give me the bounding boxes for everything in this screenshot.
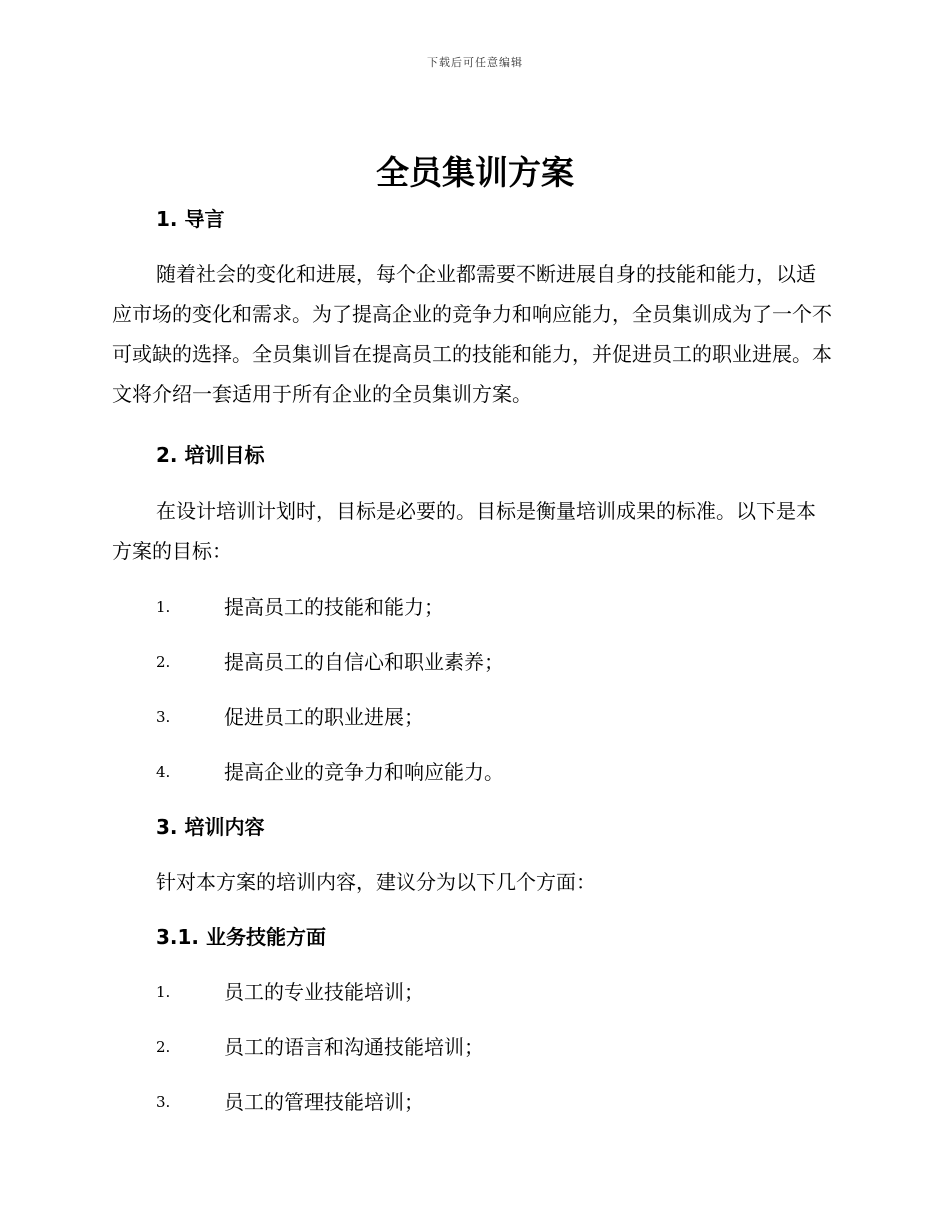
list-item — [156, 977, 832, 1007]
section-heading-intro: 1. 导言 — [156, 207, 225, 231]
list-text: 提高员工的技能和能力； — [224, 595, 444, 619]
section-heading-goals: 2. 培训目标 — [156, 443, 265, 467]
list-text: 员工的管理技能培训； — [224, 1090, 424, 1114]
list-text: 促进员工的职业进展； — [224, 705, 424, 729]
list-number: 1. — [156, 983, 171, 1001]
document-title: 全员集训方案 — [376, 153, 574, 192]
intro-paragraph: 随着社会的变化和进展，每个企业都需要不断进展自身的技能和能力，以适应市场的变化和需求。为了提高企业的竞争力和响应能力，全员集训成为了一个不可或缺的选择。全员集训旨在提高员工的技能和能力，并促进员工的职业进展。本文将介绍一套适用于所有企业的全员集训方案。 — [112, 262, 832, 406]
list-number: 3. — [156, 1093, 171, 1111]
list-text: 员工的语言和沟通技能培训； — [224, 1035, 484, 1059]
list-item — [156, 1032, 832, 1062]
subsection-heading-business-skills: 3.1. 业务技能方面 — [156, 925, 326, 949]
list-text: 提高员工的自信心和职业素养； — [224, 650, 504, 674]
list-item — [156, 702, 832, 732]
list-item — [156, 592, 832, 622]
list-text: 提高企业的竞争力和响应能力。 — [224, 760, 504, 784]
list-number: 1. — [156, 598, 171, 616]
list-text: 员工的专业技能培训； — [224, 980, 424, 1004]
header-note: 下载后可任意编辑 — [427, 56, 523, 69]
list-number: 4. — [156, 763, 171, 781]
section-heading-content: 3. 培训内容 — [156, 815, 265, 839]
goals-paragraph: 在设计培训计划时，目标是必要的。目标是衡量培训成果的标准。以下是本方案的目标： — [112, 499, 816, 563]
list-item — [156, 1087, 832, 1117]
list-item — [156, 757, 832, 787]
list-number: 3. — [156, 708, 171, 726]
list-number: 2. — [156, 653, 171, 671]
content-paragraph: 针对本方案的培训内容，建议分为以下几个方面： — [156, 870, 596, 894]
list-item — [156, 647, 832, 677]
list-number: 2. — [156, 1038, 171, 1056]
